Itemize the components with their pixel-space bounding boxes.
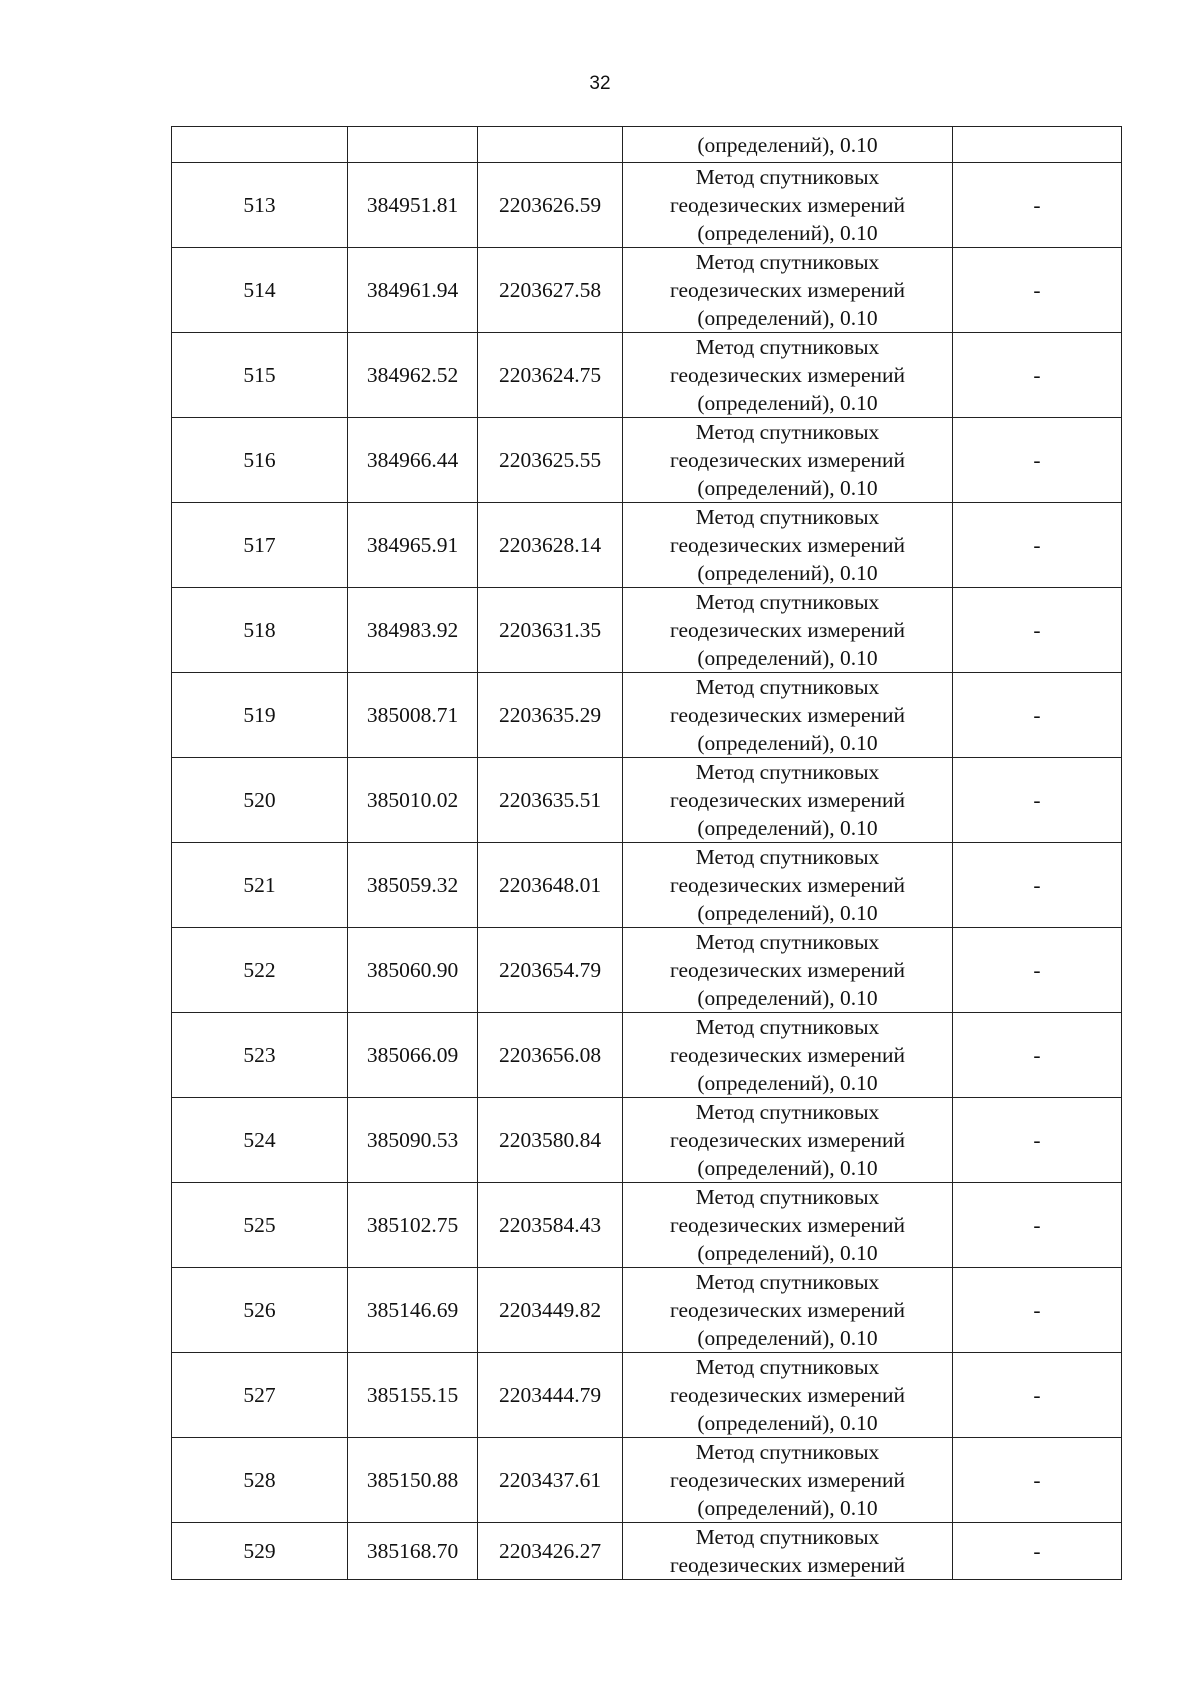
- table-row: [172, 1013, 1122, 1098]
- cell-method: [623, 1013, 953, 1098]
- cell-method: [623, 1098, 953, 1183]
- cell-x: 385155.15: [348, 1353, 478, 1438]
- method-line: (определений), 0.10: [697, 1496, 878, 1520]
- method-line: (определений), 0.10: [697, 986, 878, 1010]
- method-line: (определений), 0.10: [697, 646, 878, 670]
- cell-x: 384983.92: [348, 588, 478, 673]
- cell-method: [623, 1438, 953, 1523]
- cell-note: -: [953, 1438, 1122, 1523]
- cell-method: [623, 1353, 953, 1438]
- cell-point-number: 526: [172, 1268, 348, 1353]
- method-line: геодезических измерений: [669, 193, 906, 217]
- method-line: (определений), 0.10: [697, 1241, 878, 1265]
- method-line: геодезических измерений: [669, 448, 906, 472]
- method-line: Метод спутниковых: [695, 250, 880, 274]
- cell-note: -: [953, 503, 1122, 588]
- cell-note: -: [953, 588, 1122, 673]
- table-row: [172, 1353, 1122, 1438]
- cell-method: [623, 1523, 953, 1580]
- cell-method: [623, 1268, 953, 1353]
- table-row: [172, 928, 1122, 1013]
- cell-note: -: [953, 333, 1122, 418]
- cell-x: 385146.69: [348, 1268, 478, 1353]
- cell-x: 384961.94: [348, 248, 478, 333]
- table-row: [172, 503, 1122, 588]
- cell-y: 2203627.58: [478, 248, 623, 333]
- cell-point-number: 527: [172, 1353, 348, 1438]
- table-row: [172, 1438, 1122, 1523]
- cell-x: [348, 127, 478, 163]
- cell-note: -: [953, 843, 1122, 928]
- table-row: [172, 1523, 1122, 1580]
- cell-x: 384965.91: [348, 503, 478, 588]
- cell-note: [953, 127, 1122, 163]
- cell-x: 385102.75: [348, 1183, 478, 1268]
- cell-point-number: [172, 127, 348, 163]
- cell-y: 2203626.59: [478, 163, 623, 248]
- cell-y: 2203437.61: [478, 1438, 623, 1523]
- method-line: Метод спутниковых: [695, 930, 880, 954]
- cell-method: [623, 673, 953, 758]
- cell-point-number: 522: [172, 928, 348, 1013]
- cell-method: [623, 503, 953, 588]
- cell-method: [623, 928, 953, 1013]
- method-line: Метод спутниковых: [695, 1270, 880, 1294]
- method-line: Метод спутниковых: [695, 505, 880, 529]
- cell-note: -: [953, 1098, 1122, 1183]
- cell-x: 385060.90: [348, 928, 478, 1013]
- method-line: Метод спутниковых: [695, 1525, 880, 1549]
- method-line: (определений), 0.10: [697, 1411, 878, 1435]
- cell-x: 385090.53: [348, 1098, 478, 1183]
- method-line: Метод спутниковых: [695, 675, 880, 699]
- method-line: геодезических измерений: [669, 1298, 906, 1322]
- cell-y: 2203654.79: [478, 928, 623, 1013]
- method-line: Метод спутниковых: [695, 845, 880, 869]
- method-line: (определений), 0.10: [697, 1326, 878, 1350]
- method-line: Метод спутниковых: [695, 165, 880, 189]
- table-row-continuation: [172, 127, 1122, 163]
- cell-x: 385008.71: [348, 673, 478, 758]
- cell-method: [623, 843, 953, 928]
- table-row: [172, 248, 1122, 333]
- cell-method: [623, 758, 953, 843]
- cell-note: -: [953, 673, 1122, 758]
- method-line: Метод спутниковых: [695, 1440, 880, 1464]
- cell-y: 2203635.29: [478, 673, 623, 758]
- cell-note: -: [953, 1183, 1122, 1268]
- table-row: [172, 333, 1122, 418]
- table-row: [172, 758, 1122, 843]
- cell-note: -: [953, 418, 1122, 503]
- method-line: Метод спутниковых: [695, 1185, 880, 1209]
- cell-y: 2203628.14: [478, 503, 623, 588]
- method-line: геодезических измерений: [669, 618, 906, 642]
- cell-y: 2203656.08: [478, 1013, 623, 1098]
- cell-y: 2203648.01: [478, 843, 623, 928]
- method-line: геодезических измерений: [669, 703, 906, 727]
- table-row: [172, 588, 1122, 673]
- cell-point-number: 521: [172, 843, 348, 928]
- method-line: Метод спутниковых: [695, 420, 880, 444]
- cell-point-number: 519: [172, 673, 348, 758]
- cell-y: 2203444.79: [478, 1353, 623, 1438]
- cell-point-number: 525: [172, 1183, 348, 1268]
- table-row: [172, 843, 1122, 928]
- table-row: [172, 418, 1122, 503]
- method-line: Метод спутниковых: [695, 760, 880, 784]
- cell-note: -: [953, 928, 1122, 1013]
- cell-point-number: 524: [172, 1098, 348, 1183]
- cell-point-number: 515: [172, 333, 348, 418]
- cell-note: -: [953, 163, 1122, 248]
- cell-y: 2203449.82: [478, 1268, 623, 1353]
- cell-note: -: [953, 1268, 1122, 1353]
- cell-note: -: [953, 1353, 1122, 1438]
- method-line: геодезических измерений: [669, 1553, 906, 1577]
- method-line: (определений), 0.10: [697, 391, 878, 415]
- method-line: (определений), 0.10: [697, 306, 878, 330]
- coordinates-table: [171, 126, 1122, 1580]
- cell-x: 385066.09: [348, 1013, 478, 1098]
- cell-point-number: 513: [172, 163, 348, 248]
- cell-note: -: [953, 758, 1122, 843]
- cell-note: -: [953, 1523, 1122, 1580]
- cell-note: -: [953, 1013, 1122, 1098]
- cell-point-number: 516: [172, 418, 348, 503]
- table-row: [172, 163, 1122, 248]
- cell-y: 2203426.27: [478, 1523, 623, 1580]
- cell-point-number: 529: [172, 1523, 348, 1580]
- method-line: (определений), 0.10: [697, 1071, 878, 1095]
- method-line: геодезических измерений: [669, 958, 906, 982]
- method-line: геодезических измерений: [669, 363, 906, 387]
- cell-x: 384966.44: [348, 418, 478, 503]
- cell-method: (определений), 0.10: [623, 127, 953, 163]
- method-line: геодезических измерений: [669, 788, 906, 812]
- cell-method: [623, 163, 953, 248]
- cell-point-number: 523: [172, 1013, 348, 1098]
- method-line: геодезических измерений: [669, 1213, 906, 1237]
- method-line: Метод спутниковых: [695, 1355, 880, 1379]
- table-row: [172, 1098, 1122, 1183]
- cell-x: 385150.88: [348, 1438, 478, 1523]
- cell-x: 385059.32: [348, 843, 478, 928]
- method-line: геодезических измерений: [669, 1128, 906, 1152]
- cell-method: [623, 418, 953, 503]
- page-number: 32: [589, 73, 611, 94]
- cell-y: 2203624.75: [478, 333, 623, 418]
- table-row: [172, 1183, 1122, 1268]
- cell-y: 2203625.55: [478, 418, 623, 503]
- method-line: (определений), 0.10: [697, 476, 878, 500]
- method-line: Метод спутниковых: [695, 590, 880, 614]
- cell-method: [623, 333, 953, 418]
- method-line: геодезических измерений: [669, 278, 906, 302]
- cell-point-number: 528: [172, 1438, 348, 1523]
- cell-y: 2203631.35: [478, 588, 623, 673]
- method-line: Метод спутниковых: [695, 1100, 880, 1124]
- method-line: (определений), 0.10: [697, 901, 878, 925]
- method-line: геодезических измерений: [669, 1383, 906, 1407]
- cell-point-number: 520: [172, 758, 348, 843]
- method-line: геодезических измерений: [669, 533, 906, 557]
- method-line: (определений), 0.10: [697, 221, 878, 245]
- cell-x: 385010.02: [348, 758, 478, 843]
- cell-x: 384962.52: [348, 333, 478, 418]
- cell-point-number: 518: [172, 588, 348, 673]
- cell-x: 385168.70: [348, 1523, 478, 1580]
- method-line: геодезических измерений: [669, 1468, 906, 1492]
- cell-point-number: 517: [172, 503, 348, 588]
- cell-y: 2203584.43: [478, 1183, 623, 1268]
- cell-x: 384951.81: [348, 163, 478, 248]
- cell-note: -: [953, 248, 1122, 333]
- cell-y: 2203580.84: [478, 1098, 623, 1183]
- table-row: [172, 1268, 1122, 1353]
- method-line: Метод спутниковых: [695, 335, 880, 359]
- cell-method: [623, 248, 953, 333]
- method-line: (определений), 0.10: [697, 731, 878, 755]
- method-line: (определений), 0.10: [697, 816, 878, 840]
- method-line: (определений), 0.10: [697, 1156, 878, 1180]
- method-line: Метод спутниковых: [695, 1015, 880, 1039]
- cell-method: [623, 588, 953, 673]
- cell-point-number: 514: [172, 248, 348, 333]
- method-line: геодезических измерений: [669, 1043, 906, 1067]
- cell-method: [623, 1183, 953, 1268]
- cell-y: 2203635.51: [478, 758, 623, 843]
- method-line: (определений), 0.10: [697, 561, 878, 585]
- cell-y: [478, 127, 623, 163]
- method-line: геодезических измерений: [669, 873, 906, 897]
- table-row: [172, 673, 1122, 758]
